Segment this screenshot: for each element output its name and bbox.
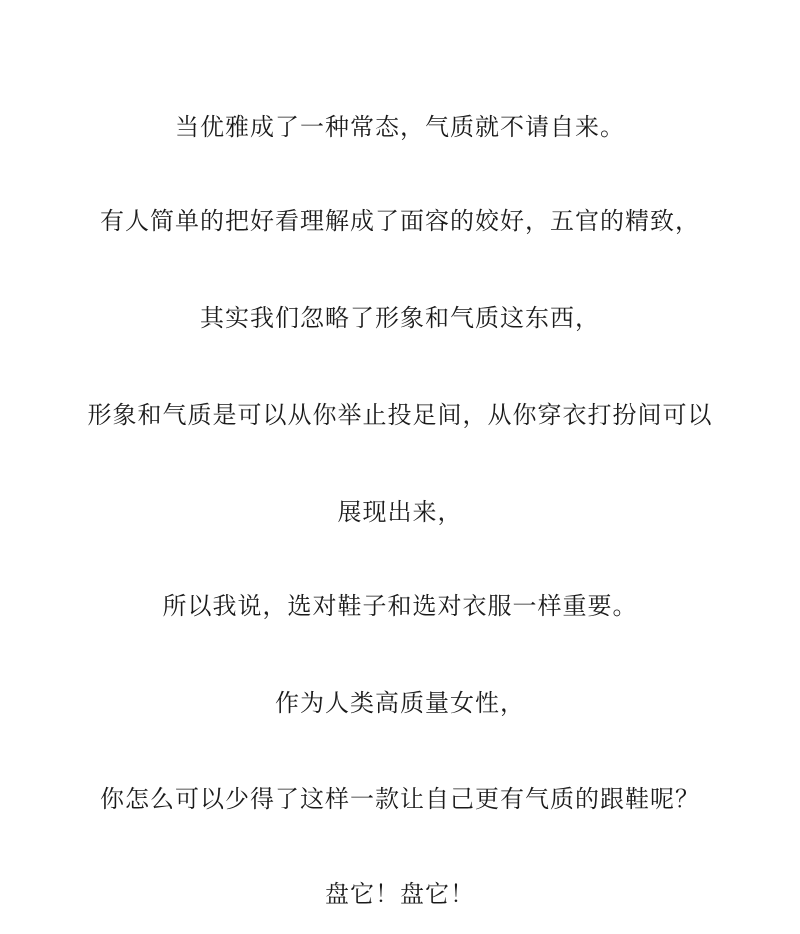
text-line: 形象和气质是可以从你举止投足间，从你穿衣打扮间可以 — [87, 401, 713, 429]
text-line: 展现出来， — [337, 498, 463, 526]
text-line: 当优雅成了一种常态，气质就不请自来。 — [175, 113, 625, 141]
text-line: 你怎么可以少得了这样一款让自己更有气质的跟鞋呢？ — [100, 785, 700, 813]
text-line: 其实我们忽略了形象和气质这东西， — [200, 304, 600, 332]
text-line: 所以我说，选对鞋子和选对衣服一样重要。 — [162, 592, 638, 620]
text-line: 盘它！盘它！ — [325, 880, 475, 908]
text-line: 有人简单的把好看理解成了面容的姣好，五官的精致， — [100, 207, 700, 235]
text-line: 作为人类高质量女性， — [275, 689, 525, 717]
